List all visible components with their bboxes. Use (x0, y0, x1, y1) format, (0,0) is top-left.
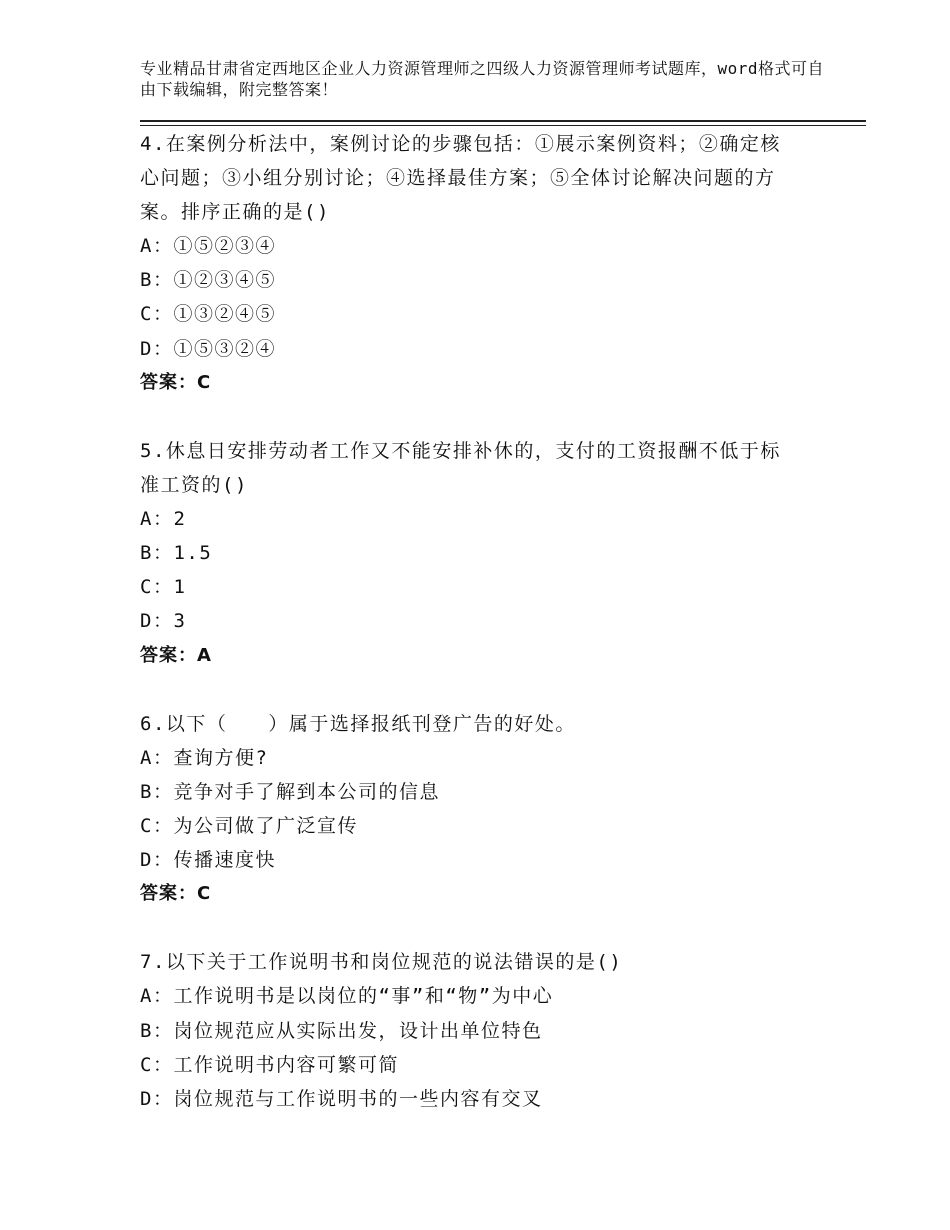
option-d: D：岗位规范与工作说明书的一些内容有交叉 (140, 1088, 543, 1111)
option-a: A：工作说明书是以岗位的“事”和“物”为中心 (140, 985, 554, 1008)
option-d: D：3 (140, 610, 187, 633)
option-b: B：竞争对手了解到本公司的信息 (140, 780, 440, 803)
header-divider-thick (140, 120, 866, 122)
answer-label: 答案：C (140, 371, 212, 393)
option-c: C：工作说明书内容可繁可简 (140, 1053, 399, 1076)
question-text: 6.以下（ ）属于选择报纸刊登广告的好处。 (140, 712, 576, 735)
option-a: A：①⑤②③④ (140, 235, 276, 257)
answer-label: 答案：A (140, 644, 212, 666)
option-d: D：①⑤③②④ (140, 337, 276, 360)
question-4 (140, 127, 800, 400)
option-c: C：①③②④⑤ (140, 303, 276, 326)
option-b: B：岗位规范应从实际出发，设计出单位特色 (140, 1019, 543, 1042)
question-text: 5.休息日安排劳动者工作又不能安排补休的，支付的工资报酬不低于标准工资的() (140, 439, 781, 496)
question-6 (140, 707, 800, 912)
question-text: 4.在案例分析法中，案例讨论的步骤包括：①展示案例资料；②确定核心问题；③小组分别讨论；④选择最佳方案；⑤全体讨论解决问题的方案。排序正确的是() (140, 133, 781, 223)
question-list (140, 127, 800, 1150)
answer-label: 答案：C (140, 883, 212, 905)
document-header: 专业精品甘肃省定西地区企业人力资源管理师之四级人力资源管理师考试题库，word格式可自由下载编辑，附完整答案！ (140, 59, 825, 99)
option-a: A：2 (140, 507, 187, 530)
question-5 (140, 434, 800, 673)
option-c: C：为公司做了广泛宣传 (140, 815, 358, 838)
option-c: C：1 (140, 576, 187, 599)
option-b: B：1.5 (140, 542, 213, 565)
option-b: B：①②③④⑤ (140, 269, 276, 292)
option-d: D：传播速度快 (140, 849, 276, 872)
header-divider-thin (140, 125, 866, 126)
question-text: 7.以下关于工作说明书和岗位规范的说法错误的是() (140, 951, 623, 974)
option-a: A：查询方便? (140, 746, 269, 769)
question-7 (140, 945, 800, 1116)
